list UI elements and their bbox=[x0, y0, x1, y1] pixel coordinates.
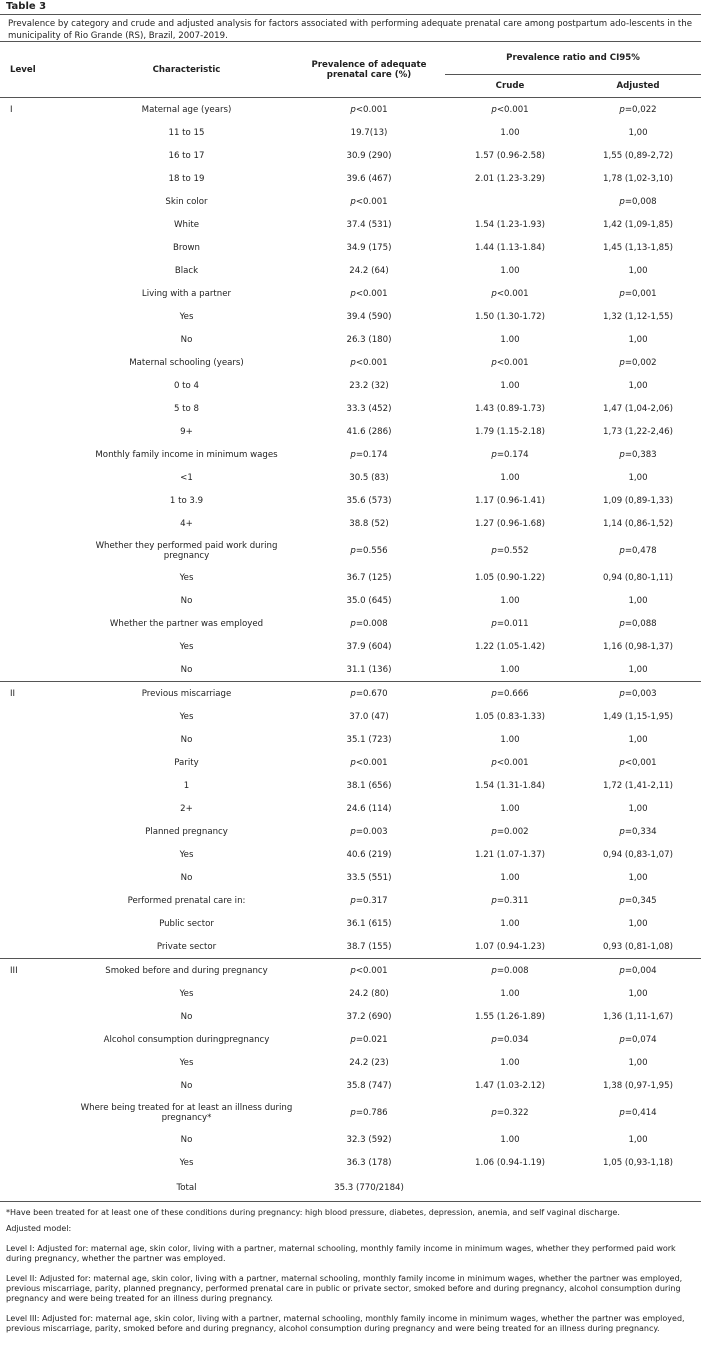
characteristic-cell: Private sector bbox=[156, 941, 217, 952]
table-row bbox=[0, 535, 701, 566]
adjusted-ratio-cell: 1,73 (1,22-2,46) bbox=[603, 426, 673, 437]
characteristic-cell: No bbox=[180, 1011, 193, 1022]
prevalence-cell: 40.6 (219) bbox=[346, 849, 392, 860]
crude-ratio-cell: 1.07 (0.94-1.23) bbox=[475, 941, 545, 952]
table-row bbox=[0, 512, 701, 535]
table-row bbox=[0, 259, 701, 282]
prevalence-cell: 24.2 (64) bbox=[349, 265, 389, 276]
crude-ratio-cell: 1.00 bbox=[500, 1057, 520, 1068]
adjusted-ratio-cell: 1,00 bbox=[628, 918, 648, 929]
crude-ratio-cell: 1.43 (0.89-1.73) bbox=[475, 403, 545, 414]
characteristic-cell: Yes bbox=[179, 849, 194, 860]
adjusted-ratio-cell: p=0,345 bbox=[619, 895, 657, 906]
total-adjusted-cell bbox=[575, 1174, 701, 1202]
characteristic-cell: 9+ bbox=[180, 426, 193, 437]
characteristic-cell: Performed prenatal care in: bbox=[127, 895, 246, 906]
prevalence-cell: p<0.001 bbox=[350, 288, 388, 299]
adjusted-ratio-cell: 1,00 bbox=[628, 265, 648, 276]
level-cell bbox=[0, 1174, 80, 1202]
prevalence-cell: 39.4 (590) bbox=[346, 311, 392, 322]
adjusted-ratio-cell: 1,00 bbox=[628, 1134, 648, 1145]
characteristic-cell: 0 to 4 bbox=[173, 380, 200, 391]
crude-ratio-cell: 1.00 bbox=[500, 988, 520, 999]
adjusted-ratio-cell: p=0,383 bbox=[619, 449, 657, 460]
adjusted-ratio-cell: 1,36 (1,11-1,67) bbox=[603, 1011, 673, 1022]
adjusted-ratio-cell: 1,55 (0,89-2,72) bbox=[603, 150, 673, 161]
characteristic-cell: Yes bbox=[179, 572, 194, 583]
table-row bbox=[0, 566, 701, 589]
prevalence-cell: 37.4 (531) bbox=[346, 219, 392, 230]
adjusted-ratio-cell: 1,00 bbox=[628, 988, 648, 999]
crude-ratio-cell: p=0.322 bbox=[491, 1107, 529, 1118]
adjusted-ratio-cell: 1,45 (1,13-1,85) bbox=[603, 242, 673, 253]
characteristic-cell: Planned pregnancy bbox=[145, 826, 228, 837]
characteristic-cell: <1 bbox=[180, 472, 193, 483]
table-row bbox=[0, 190, 701, 213]
prevalence-cell: 30.5 (83) bbox=[349, 472, 389, 483]
adjusted-ratio-cell: 1,00 bbox=[628, 803, 648, 814]
table-row bbox=[0, 1128, 701, 1151]
adjusted-ratio-cell: 1,00 bbox=[628, 127, 648, 138]
crude-ratio-cell: 1.05 (0.90-1.22) bbox=[475, 572, 545, 583]
crude-ratio-cell: 1.54 (1.31-1.84) bbox=[475, 780, 545, 791]
prevalence-cell: 37.0 (47) bbox=[349, 711, 389, 722]
prevalence-cell: 24.2 (80) bbox=[349, 988, 389, 999]
adjusted-ratio-cell: 1,05 (0,93-1,18) bbox=[603, 1157, 673, 1168]
adjusted-ratio-cell: 1,42 (1,09-1,85) bbox=[603, 219, 673, 230]
crude-ratio-cell: 2.01 (1.23-3.29) bbox=[475, 173, 545, 184]
prevalence-cell: p<0.001 bbox=[293, 98, 445, 122]
table-row bbox=[0, 959, 701, 983]
adjusted-ratio-cell: 1,00 bbox=[628, 734, 648, 745]
table-row bbox=[0, 820, 701, 843]
table-row bbox=[0, 889, 701, 912]
prevalence-cell: p<0.001 bbox=[350, 757, 388, 768]
table-row bbox=[0, 466, 701, 489]
adjusted-ratio-cell: 0,93 (0,81-1,08) bbox=[603, 941, 673, 952]
prevalence-cell: 35.8 (747) bbox=[346, 1080, 392, 1091]
table-row bbox=[0, 866, 701, 889]
characteristic-cell: No bbox=[180, 734, 193, 745]
characteristic-cell: Yes bbox=[179, 641, 194, 652]
adjusted-ratio-cell: p=0,478 bbox=[619, 545, 657, 556]
adjusted-ratio-cell: 1,00 bbox=[628, 380, 648, 391]
prevalence-cell: p<0.001 bbox=[350, 357, 388, 368]
table-row bbox=[0, 1028, 701, 1051]
prevalence-cell: 26.3 (180) bbox=[346, 334, 392, 345]
adjusted-ratio-cell: p=0,001 bbox=[619, 288, 657, 299]
prevalence-cell: p<0.001 bbox=[293, 959, 445, 983]
adjusted-ratio-cell: p=0,414 bbox=[619, 1107, 657, 1118]
characteristic-cell: No bbox=[180, 1080, 193, 1091]
table-row bbox=[0, 1051, 701, 1074]
prevalence-cell: p=0.008 bbox=[350, 618, 388, 629]
table-row bbox=[0, 728, 701, 751]
characteristic-cell: Parity bbox=[174, 757, 199, 768]
adjusted-ratio-cell: 1,00 bbox=[628, 595, 648, 606]
characteristic-cell: 1 to 3.9 bbox=[169, 495, 204, 506]
crude-ratio-cell: 1.00 bbox=[500, 380, 520, 391]
adjusted-ratio-cell: p=0,022 bbox=[575, 98, 701, 122]
characteristic-cell: 2+ bbox=[180, 803, 193, 814]
characteristic-cell: 5 to 8 bbox=[173, 403, 200, 414]
adjusted-ratio-cell: 1,16 (0,98-1,37) bbox=[603, 641, 673, 652]
prevalence-cell: p=0.556 bbox=[350, 545, 388, 556]
table-label: Table 3 bbox=[6, 1, 47, 12]
crude-ratio-cell: 1.00 bbox=[500, 803, 520, 814]
table-row bbox=[0, 328, 701, 351]
adjusted-ratio-cell: 1,32 (1,12-1,55) bbox=[603, 311, 673, 322]
crude-ratio-cell: p=0.552 bbox=[491, 545, 529, 556]
characteristic-cell: Monthly family income in minimum wages bbox=[95, 449, 278, 460]
adjusted-ratio-cell: 1,00 bbox=[628, 472, 648, 483]
characteristic-cell: 1 bbox=[183, 780, 190, 791]
prevalence-cell: 23.2 (32) bbox=[349, 380, 389, 391]
characteristic-cell: Maternal age (years) bbox=[80, 98, 293, 122]
table-row bbox=[0, 774, 701, 797]
table-row bbox=[0, 635, 701, 658]
total-prevalence-cell: 35.3 (770/2184) bbox=[293, 1174, 445, 1202]
table-row bbox=[0, 797, 701, 820]
table-row bbox=[0, 489, 701, 512]
prevalence-cell: 33.5 (551) bbox=[346, 872, 392, 883]
adjusted-ratio-cell: p=0,334 bbox=[619, 826, 657, 837]
crude-ratio-cell: p=0.666 bbox=[445, 682, 575, 706]
prevalence-cell: p<0.001 bbox=[350, 196, 388, 207]
characteristic-cell: No bbox=[180, 872, 193, 883]
characteristic-cell: White bbox=[174, 219, 199, 230]
crude-ratio-cell: 1.21 (1.07-1.37) bbox=[475, 849, 545, 860]
total-crude-cell bbox=[445, 1174, 575, 1202]
note-level-2: Level II: Adjusted for: maternal age, skin color, living with a partner, maternal schooling, monthly family income in minimum wages, whether the partner was employed, previous miscarriage, parity, planned pregnancy, performed prenatal care in public or private sector, smoked before and during pregnancy, alcohol consumption during pregnancy and were being treated for an illness during pregnancy. bbox=[6, 1273, 683, 1304]
table-row bbox=[0, 236, 701, 259]
table-row bbox=[0, 374, 701, 397]
crude-ratio-cell: 1.17 (0.96-1.41) bbox=[475, 495, 545, 506]
characteristic-cell: 11 to 15 bbox=[168, 127, 205, 138]
crude-ratio-cell: 1.55 (1.26-1.89) bbox=[475, 1011, 545, 1022]
prevalence-cell: 32.3 (592) bbox=[346, 1134, 392, 1145]
level-cell: I bbox=[0, 98, 80, 682]
characteristic-cell: No bbox=[180, 664, 193, 675]
prevalence-cell: 38.1 (656) bbox=[346, 780, 392, 791]
crude-ratio-cell: p<0.001 bbox=[491, 757, 529, 768]
characteristic-cell: No bbox=[180, 595, 193, 606]
crude-ratio-cell: 1.00 bbox=[500, 265, 520, 276]
adjusted-ratio-cell: 1,00 bbox=[628, 1057, 648, 1068]
total-row bbox=[0, 1174, 701, 1202]
prevalence-cell: 36.1 (615) bbox=[346, 918, 392, 929]
prevalence-cell: 30.9 (290) bbox=[346, 150, 392, 161]
prevalence-cell: 24.2 (23) bbox=[349, 1057, 389, 1068]
characteristic-cell: Yes bbox=[179, 711, 194, 722]
table-row bbox=[0, 213, 701, 236]
crude-ratio-cell: 1.22 (1.05-1.42) bbox=[475, 641, 545, 652]
crude-ratio-cell: 1.50 (1.30-1.72) bbox=[475, 311, 545, 322]
crude-ratio-cell: p=0.311 bbox=[491, 895, 529, 906]
adjusted-ratio-cell: 1,49 (1,15-1,95) bbox=[603, 711, 673, 722]
prevalence-cell: 34.9 (175) bbox=[346, 242, 392, 253]
adjusted-ratio-cell: p=0,074 bbox=[619, 1034, 657, 1045]
crude-ratio-cell: p=0.034 bbox=[491, 1034, 529, 1045]
characteristic-cell: Black bbox=[174, 265, 199, 276]
table-row bbox=[0, 843, 701, 866]
crude-ratio-cell: p=0.011 bbox=[491, 618, 529, 629]
adjusted-ratio-cell: 1,72 (1,41-2,11) bbox=[603, 780, 673, 791]
characteristic-cell: Whether they performed paid work during pregnancy bbox=[95, 540, 278, 561]
prevalence-cell: 39.6 (467) bbox=[346, 173, 392, 184]
characteristic-cell: Yes bbox=[179, 988, 194, 999]
crude-ratio-cell: 1.00 bbox=[500, 127, 520, 138]
level-cell: II bbox=[0, 682, 80, 959]
header-adjusted: Adjusted bbox=[575, 75, 701, 98]
prevalence-cell: 37.2 (690) bbox=[346, 1011, 392, 1022]
characteristic-cell: Where being treated for at least an illness during pregnancy* bbox=[80, 1102, 293, 1123]
crude-ratio-cell: p=0.008 bbox=[445, 959, 575, 983]
table-row bbox=[0, 443, 701, 466]
characteristic-cell: Brown bbox=[173, 242, 200, 253]
table-body bbox=[0, 98, 701, 1202]
table-row bbox=[0, 420, 701, 443]
crude-ratio-cell: 1.00 bbox=[500, 918, 520, 929]
header-prevalence-ratio: Prevalence ratio and CI95% bbox=[445, 42, 701, 75]
characteristic-cell: Previous miscarriage bbox=[80, 682, 293, 706]
table-row bbox=[0, 282, 701, 305]
crude-ratio-cell: 1.27 (0.96-1.68) bbox=[475, 518, 545, 529]
characteristic-cell: No bbox=[180, 1134, 193, 1145]
crude-ratio-cell: p=0.174 bbox=[491, 449, 529, 460]
characteristic-cell: Living with a partner bbox=[141, 288, 232, 299]
prevalence-cell: p=0.003 bbox=[350, 826, 388, 837]
table-row bbox=[0, 1005, 701, 1028]
characteristic-cell: Maternal schooling (years) bbox=[129, 357, 244, 368]
adjusted-ratio-cell: 1,00 bbox=[628, 334, 648, 345]
crude-ratio-cell: 1.54 (1.23-1.93) bbox=[475, 219, 545, 230]
table-row bbox=[0, 935, 701, 959]
prevalence-cell: p=0.174 bbox=[350, 449, 388, 460]
crude-ratio-cell bbox=[445, 190, 575, 213]
prevalence-cell: p=0.021 bbox=[350, 1034, 388, 1045]
characteristic-cell: Yes bbox=[179, 1157, 194, 1168]
crude-ratio-cell: 1.00 bbox=[500, 595, 520, 606]
characteristic-cell: Smoked before and during pregnancy bbox=[80, 959, 293, 983]
prevalence-cell: 41.6 (286) bbox=[346, 426, 392, 437]
crude-ratio-cell: 1.00 bbox=[500, 664, 520, 675]
header-level: Level bbox=[10, 64, 36, 75]
adjusted-ratio-cell: 0,94 (0,80-1,11) bbox=[603, 572, 673, 583]
table-row bbox=[0, 305, 701, 328]
note-level-3: Level III: Adjusted for: maternal age, skin color, living with a partner, maternal schooling, monthly family income in minimum wages, whether the partner was employed, previous miscarriage, parity, smoked before and during pregnancy, alcohol consumption during pregnancy and were being treated for an illness during pregnancy. bbox=[6, 1313, 685, 1334]
adjusted-ratio-cell: 0,94 (0,83-1,07) bbox=[603, 849, 673, 860]
adjusted-ratio-cell: 1,38 (0,97-1,95) bbox=[603, 1080, 673, 1091]
prevalence-cell: p=0.317 bbox=[350, 895, 388, 906]
data-table bbox=[0, 42, 701, 1202]
footnote: *Have been treated for at least one of these conditions during pregnancy: high blood pressure, diabetes, depression, anemia, and self vaginal discharge. bbox=[6, 1208, 620, 1217]
crude-ratio-cell: 1.44 (1.13-1.84) bbox=[475, 242, 545, 253]
crude-ratio-cell: p=0.002 bbox=[491, 826, 529, 837]
crude-ratio-cell: 1.05 (0.83-1.33) bbox=[475, 711, 545, 722]
prevalence-cell: 24.6 (114) bbox=[346, 803, 392, 814]
table-row bbox=[0, 982, 701, 1005]
adjusted-ratio-cell: p<0,001 bbox=[619, 757, 657, 768]
prevalence-cell: 38.8 (52) bbox=[349, 518, 389, 529]
table-row bbox=[0, 612, 701, 635]
crude-ratio-cell: 1.00 bbox=[500, 334, 520, 345]
crude-ratio-cell: 1.00 bbox=[500, 1134, 520, 1145]
characteristic-cell: Public sector bbox=[159, 918, 214, 929]
adjusted-ratio-cell: 1,47 (1,04-2,06) bbox=[603, 403, 673, 414]
prevalence-cell: 36.7 (125) bbox=[346, 572, 392, 583]
characteristic-cell: 18 to 19 bbox=[168, 173, 205, 184]
prevalence-cell: 37.9 (604) bbox=[346, 641, 392, 652]
characteristic-cell: 4+ bbox=[180, 518, 193, 529]
prevalence-cell: 35.6 (573) bbox=[346, 495, 392, 506]
header-prevalence: Prevalence of adequate prenatal care (%) bbox=[311, 59, 427, 80]
prevalence-cell: p=0.670 bbox=[293, 682, 445, 706]
crude-ratio-cell: 1.79 (1.15-2.18) bbox=[475, 426, 545, 437]
adjusted-ratio-cell: p=0,088 bbox=[619, 618, 657, 629]
adjusted-ratio-cell: p=0,002 bbox=[619, 357, 657, 368]
table-row bbox=[0, 912, 701, 935]
header-crude: Crude bbox=[445, 75, 575, 98]
characteristic-cell: Yes bbox=[179, 311, 194, 322]
table-header bbox=[0, 42, 701, 98]
crude-ratio-cell: 1.47 (1.03-2.12) bbox=[475, 1080, 545, 1091]
table-row bbox=[0, 682, 701, 706]
table-row bbox=[0, 121, 701, 144]
crude-ratio-cell: 1.00 bbox=[500, 734, 520, 745]
table-row bbox=[0, 1074, 701, 1097]
characteristic-cell: No bbox=[180, 334, 193, 345]
characteristic-cell: Whether the partner was employed bbox=[109, 618, 264, 629]
characteristic-cell: 16 to 17 bbox=[168, 150, 205, 161]
total-label-cell: Total bbox=[80, 1174, 293, 1202]
table-row bbox=[0, 658, 701, 682]
prevalence-cell: 33.3 (452) bbox=[346, 403, 392, 414]
adjusted-ratio-cell: 1,09 (0,89-1,33) bbox=[603, 495, 673, 506]
adjusted-ratio-cell: 1,14 (0,86-1,52) bbox=[603, 518, 673, 529]
level-cell: III bbox=[0, 959, 80, 1175]
table-row bbox=[0, 144, 701, 167]
characteristic-cell: Skin color bbox=[165, 196, 208, 207]
table-row bbox=[0, 167, 701, 190]
adjusted-ratio-cell: p=0,008 bbox=[619, 196, 657, 207]
characteristic-cell: Yes bbox=[179, 1057, 194, 1068]
table-row bbox=[0, 705, 701, 728]
crude-ratio-cell: 1.00 bbox=[500, 472, 520, 483]
crude-ratio-cell: p<0.001 bbox=[491, 288, 529, 299]
prevalence-cell: 35.1 (723) bbox=[346, 734, 392, 745]
prevalence-cell: 19.7(13) bbox=[350, 127, 388, 138]
adjusted-ratio-cell: 1,78 (1,02-3,10) bbox=[603, 173, 673, 184]
characteristic-cell: Alcohol consumption duringpregnancy bbox=[103, 1034, 270, 1045]
table-row bbox=[0, 1097, 701, 1128]
table-row bbox=[0, 751, 701, 774]
prevalence-cell: 38.7 (155) bbox=[346, 941, 392, 952]
crude-ratio-cell: 1.00 bbox=[500, 872, 520, 883]
crude-ratio-cell: p<0.001 bbox=[445, 98, 575, 122]
table-row bbox=[0, 351, 701, 374]
prevalence-cell: 35.0 (645) bbox=[346, 595, 392, 606]
table-notes bbox=[0, 1202, 701, 1335]
adjusted-ratio-cell: p=0,003 bbox=[575, 682, 701, 706]
prevalence-cell: 31.1 (136) bbox=[346, 664, 392, 675]
table-caption: Prevalence by category and crude and adjusted analysis for factors associated with performing adequate prenatal care among postpartum ado-lescents in the municipality of Rio Grande (RS), Brazil, 2007-2019. bbox=[0, 14, 701, 42]
crude-ratio-cell: 1.57 (0.96-2.58) bbox=[475, 150, 545, 161]
crude-ratio-cell: p<0.001 bbox=[491, 357, 529, 368]
table-row bbox=[0, 98, 701, 122]
table-row bbox=[0, 397, 701, 420]
table-row bbox=[0, 1151, 701, 1174]
adjusted-ratio-cell: 1,00 bbox=[628, 872, 648, 883]
prevalence-cell: 36.3 (178) bbox=[346, 1157, 392, 1168]
model-title: Adjusted model: bbox=[6, 1224, 72, 1234]
crude-ratio-cell: 1.06 (0.94-1.19) bbox=[475, 1157, 545, 1168]
table-row bbox=[0, 589, 701, 612]
adjusted-ratio-cell: p=0,004 bbox=[575, 959, 701, 983]
adjusted-ratio-cell: 1,00 bbox=[628, 664, 648, 675]
header-characteristic: Characteristic bbox=[152, 64, 221, 75]
prevalence-cell: p=0.786 bbox=[350, 1107, 388, 1118]
note-level-1: Level I: Adjusted for: maternal age, skin color, living with a partner, maternal schooling, monthly family income in minimum wages, whether they performed paid work during pregnancy, whether the partner was employed. bbox=[6, 1243, 676, 1264]
